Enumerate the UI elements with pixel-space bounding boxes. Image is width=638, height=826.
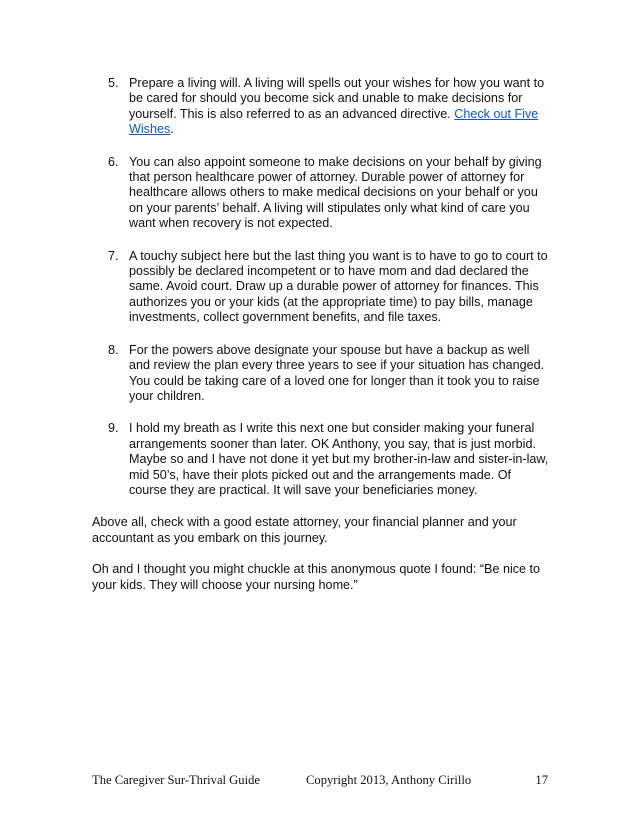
list-item-text: A touchy subject here but the last thing you want is to have to go to court to possibly be declared incompetent or to have mom and dad declared the same. Avoid court. Draw up a durable power of attorney for finances. This authorizes you or your kids (at the appropriate time) to pay bills, manage investments, collect government benefits, and file taxes. xyxy=(129,248,548,325)
list-item-text: For the powers above designate your spouse but have a backup as well and review the plan every three years to see if your situation has changed. You could be taking care of a loved one for longer than it took you to raise your children. xyxy=(129,342,545,403)
list-item xyxy=(92,155,552,232)
list-item xyxy=(92,343,552,405)
list-item xyxy=(92,421,552,498)
list-item xyxy=(92,76,552,138)
footer-page-number: 17 xyxy=(535,773,548,787)
list-item-text: I hold my breath as I write this next one but consider making your funeral arrangements sooner than later. OK Anthony, you say, that is just morbid. Maybe so and I have not done it yet but my brother-in-law and sister-in-law, mid 50’s, have their plots picked out and the arrangements made. Of course they are practical. It will save your beneficiaries money. xyxy=(129,421,549,497)
list-item-number: 8. xyxy=(108,342,119,357)
list-item-number: 9. xyxy=(108,421,119,436)
footer-copyright: Copyright 2013, Anthony Cirillo xyxy=(306,773,472,787)
quote-paragraph: Oh and I thought you might chuckle at this anonymous quote I found: “Be nice to your kids. They will choose your nursing home.” xyxy=(92,562,541,592)
page-content xyxy=(92,76,552,609)
list-item-number: 7. xyxy=(108,248,119,263)
list-item xyxy=(92,249,552,326)
list-item-text: Prepare a living will. A living will spells out your wishes for how you want to be cared for should you become sick and unable to make decisions for yourself. This is also referred to as an advanced directive. xyxy=(129,76,545,121)
list-item-text-end: . xyxy=(170,122,174,137)
footer-book-title: The Caregiver Sur-Thrival Guide xyxy=(92,773,260,787)
list-item-number: 6. xyxy=(108,154,119,169)
five-wishes-link[interactable]: Check out Five Wishes xyxy=(129,106,539,137)
closing-paragraph: Above all, check with a good estate attorney, your financial planner and your accountant as you embark on this journey. xyxy=(92,515,517,545)
numbered-list xyxy=(92,76,552,498)
list-item-text: You can also appoint someone to make decisions on your behalf by giving that person healthcare power of attorney. Durable power of attorney for healthcare allows others to make medical decisions on your behalf or you on your parents’ behalf. A living will stipulates only what kind of care you want when recovery is not expected. xyxy=(129,154,542,231)
list-item-number: 5. xyxy=(108,76,119,90)
